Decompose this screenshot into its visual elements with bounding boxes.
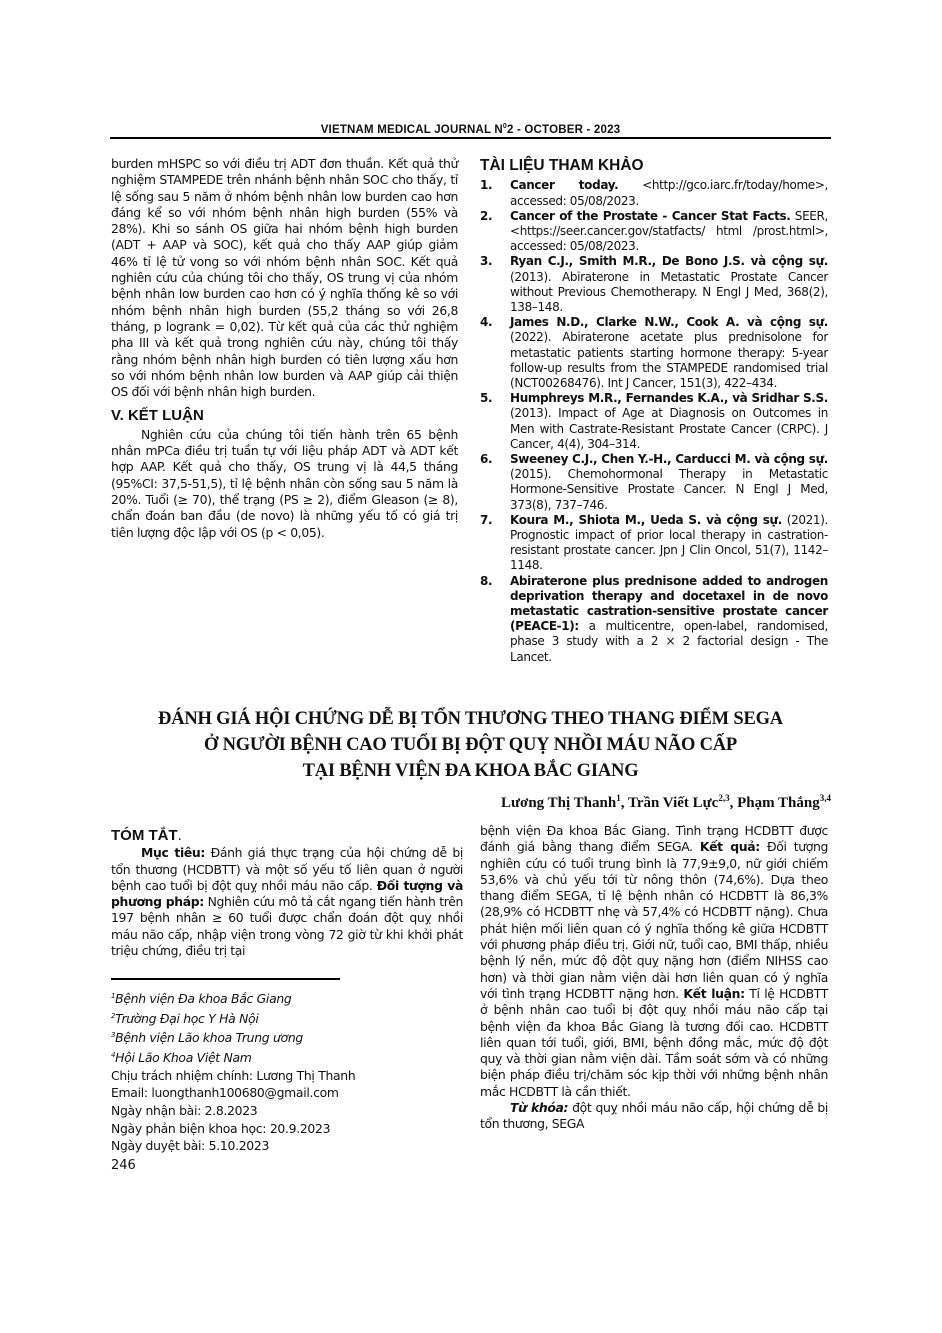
- author-affiliation-sup: 3,4: [819, 793, 831, 803]
- reference-details: (2013). Impact of Age at Diagnosis on Outcomes in Men with Castrate-Resistant Prostate Cancer (CRPC). J Cancer, 4(4), 304–314.: [510, 406, 828, 451]
- reference-details: a multicentre, open-label, randomised, phase 3 study with a 2 × 2 factorial design - The Lancet.: [510, 619, 828, 664]
- affiliation-sup: 2: [111, 1011, 116, 1020]
- methods-label: Đối tượng và phương pháp:: [111, 877, 463, 910]
- conclusion-heading: V. KẾT LUẬN: [111, 407, 204, 425]
- results-text: Đối tượng nghiên cứu có tuổi trung bình là 77,9±9,0, nữ giới chiếm 53,6% và chủ yếu tới từ nông thôn (74,6%). Dựa theo thang điểm SEGA, tỉ lệ bệnh nhân có HCDBTT là 86,3% (28,9% có HCDBTT nhẹ và 57,4% có HCDBTT nặng). Chưa phát hiện mối liên quan có ý nghĩa thống kê giữa HCDBTT với phương pháp điều trị. Giới nữ, tuổi cao, BMI thấp, nhiều bệnh lý nền, mức độ đột quỵ nặng hơn (điểm NIHSS cao hơn) và thời gian nằm viện dài hơn liên quan có ý nghĩa với tình trạng HCDBTT nặng hơn.: [480, 839, 829, 1001]
- affiliation-text: Hội Lão Khoa Việt Nam: [115, 1050, 252, 1066]
- reviewed-date: Ngày phản biện khoa học: 20.9.2023: [111, 1120, 331, 1136]
- affiliation: [111, 1047, 355, 1067]
- reference-item: [480, 209, 828, 255]
- reference-item: [480, 254, 828, 315]
- title-line: ĐÁNH GIÁ HỘI CHỨNG DỄ BỊ TỔN THƯƠNG THEO THANG ĐIỂM SEGA: [158, 709, 783, 729]
- discussion-column: [111, 156, 458, 541]
- reference-authors: Ryan C.J., Smith M.R., De Bono J.S. và cộng sự.: [510, 254, 828, 269]
- reference-authors: Koura M., Shiota M., Ueda S. và cộng sự.: [510, 512, 782, 527]
- article-title: [110, 706, 831, 784]
- reference-details: (2021). Prognostic impact of prior local therapy in castration-resistant prostate cancer. Jpn J Clin Oncol, 51(7), 1142–1148.: [510, 512, 829, 573]
- reference-number: 6.: [480, 451, 493, 466]
- approved-date: Ngày duyệt bài: 5.10.2023: [111, 1138, 270, 1154]
- reference-authors: Abiraterone plus prednisone added to androgen deprivation therapy and docetaxel in de novo metastatic castration-sensitive prostate cancer (PEACE-1):: [510, 573, 828, 634]
- page-number: 246: [111, 1158, 136, 1173]
- author-list: Lương Thị Thanh$^1$, Trần Viết Lực$^{2,3}$, Phạm Thắng$^{3,4}$: [501, 793, 831, 811]
- affiliation-sup: 3: [111, 1031, 116, 1040]
- reference-item: [480, 178, 828, 208]
- reference-item: [480, 513, 828, 574]
- journal-name: VIETNAM MEDICAL JOURNAL N: [320, 123, 503, 136]
- header-rule: [110, 137, 831, 139]
- abstract-paragraph: [111, 845, 463, 959]
- keywords-label: Từ khóa:: [510, 1100, 569, 1116]
- keywords-text: đột quỵ nhồi máu não cấp, hội chứng dễ bị tổn thương, SEGA: [480, 1100, 828, 1132]
- author-name: Trần Viết Lực: [627, 795, 719, 811]
- objective-text: Đánh giá thực trạng của hội chứng dễ bị tổn thương (HCDBTT) và một số yếu tố liên quan ở người bệnh cao tuổi bị đột quỵ nhồi máu não cấp.: [111, 845, 464, 893]
- reference-number: 8.: [480, 573, 493, 588]
- affiliation: [111, 1008, 355, 1028]
- affiliation-text: Trường Đại học Y Hà Nội: [115, 1010, 259, 1026]
- reference-item: [480, 574, 828, 665]
- title-line: TẠI BỆNH VIỆN ĐA KHOA BẮC GIANG: [302, 761, 639, 781]
- abstract-conclusion-text: Tỉ lệ HCDBTT ở bệnh nhân cao tuổi bị đột quỵ nhồi máu não cấp tại bệnh viện đa khoa Bắc Giang là tương đối cao. HCDBTT liên quan tới tuổi, giới, BMI, bệnh đồng mắc, mức độ đột quỵ và thời gian nằm viện dài. Tầm soát sớm và có những biện pháp điều trị/chăm sóc kịp thời với những bệnh nhân mắc HCDBTT là cần thiết.: [480, 985, 828, 1099]
- affiliation-sup: 1: [111, 992, 116, 1000]
- footnotes: [111, 988, 355, 1155]
- reference-number: 3.: [480, 254, 493, 269]
- affiliation-text: Bệnh viện Đa khoa Bắc Giang: [115, 991, 292, 1007]
- title-line: Ở NGƯỜI BỆNH CAO TUỔI BỊ ĐỘT QUỴ NHỒI MÁU NÃO CẤP: [203, 735, 738, 755]
- running-header: [110, 123, 831, 136]
- affiliation: [111, 1027, 355, 1047]
- abstract-paragraph: [480, 823, 828, 1100]
- reference-details: SEER, <https://seer.cancer.gov/statfacts/ html /prost.html>, accessed: 05/08/2023.: [510, 208, 828, 254]
- objective-label: Mục tiêu:: [141, 845, 206, 861]
- abstract-heading-dot: .: [177, 827, 182, 844]
- author-affiliation-sup: 1: [616, 793, 621, 803]
- methods-text: Nghiên cứu mô tả cắt ngang tiến hành trên 197 bệnh nhân ≥ 60 tuổi được chẩn đoán đột quỵ nhồi máu não cấp, nhập viện trong vòng 72 giờ từ khi khởi phát triệu chứng, điều trị tại: [111, 894, 463, 959]
- author-name: Lương Thị Thanh: [501, 795, 617, 811]
- abstract-column-left: [111, 828, 463, 959]
- reference-details: (2015). Chemohormonal Therapy in Metastatic Hormone-Sensitive Prostate Cancer. N Engl J Med, 373(8), 737–746.: [510, 467, 828, 512]
- reference-number: 1.: [480, 178, 493, 193]
- email-line[interactable]: Email: luongthanh100680@gmail.com: [111, 1085, 339, 1101]
- abstract-conclusion-label: Kết luận:: [683, 985, 745, 1001]
- affiliation: [111, 988, 355, 1008]
- issue-sup: 0: [502, 123, 507, 130]
- discussion-paragraph: burden mHSPC so với điều trị ADT đơn thuần. Kết quả thử nghiệm STAMPEDE trên nhánh bệnh nhân SOC cho thấy, tỉ lệ sống sau 5 năm ở nhóm bệnh nhân low burden cao hơn đáng kể so với nhóm bệnh nhân high burden (55% và 28%). Khi so sánh OS giữa hai nhóm bệnh high burden (ADT + AAP và SOC), kết quả cho thấy AAP giúp giảm 46% tỉ lệ tử vong so với nhóm bệnh nhân SOC. Kết quả nghiên cứu của chúng tôi cho thấy, OS trung vị của nhóm bệnh nhân low burden cao hơn có ý nghĩa thống kê so với nhóm bệnh nhân high burden (55,2 tháng so với 26,8 tháng, p logrank = 0,02). Từ kết quả của các thử nghiệm pha III và kết quả trong nghiên cứu này, chúng tôi thấy rằng nhóm bệnh nhân high burden có tiên lượng xấu hơn so với nhóm bệnh nhân low burden và AAP giúp cải thiện OS đối với bệnh nhân high burden.: [111, 156, 458, 400]
- abstract-heading-text: TÓM TẮT: [111, 827, 178, 844]
- received-date: Ngày nhận bài: 2.8.2023: [111, 1103, 258, 1119]
- reference-number: 2.: [480, 208, 493, 223]
- affiliation-sup: 4: [111, 1051, 116, 1060]
- reference-number: 7.: [480, 512, 493, 527]
- reference-authors: James N.D., Clarke N.W., Cook A. và cộng sự.: [510, 315, 828, 330]
- author-name: Phạm Thắng: [737, 795, 820, 811]
- reference-item: [480, 391, 828, 452]
- reference-number: 4.: [480, 315, 493, 330]
- footnote-rule: [111, 978, 340, 980]
- abstract-heading: [111, 828, 463, 844]
- author-affiliation-sup: 2,3: [718, 793, 730, 803]
- affiliation-text: Bệnh viện Lão khoa Trung ương: [115, 1030, 303, 1046]
- reference-authors: Cancer today.: [510, 178, 619, 193]
- abstract-column-right: [480, 823, 828, 1133]
- methods-text-cont: bệnh viện Đa khoa Bắc Giang. Tình trạng HCDBTT được đánh giá bằng thang điểm SEGA.: [480, 823, 828, 855]
- references-section: [480, 158, 828, 665]
- reference-item: [480, 452, 828, 513]
- reference-authors: Humphreys M.R., Fernandes K.A., và Sridhar S.S.: [510, 391, 828, 406]
- keywords-paragraph: [480, 1100, 828, 1133]
- results-label: Kết quả:: [699, 839, 760, 855]
- reference-number: 5.: [480, 391, 493, 406]
- journal-issue: 2 - OCTOBER - 2023: [506, 123, 621, 136]
- reference-details: <http://gco.iarc.fr/today/home>, accessed: 05/08/2023.: [510, 178, 828, 208]
- conclusion-paragraph: Nghiên cứu của chúng tôi tiến hành trên 65 bệnh nhân mPCa điều trị tuần tự với liệu pháp ADT và ADT kết hợp AAP. Kết quả cho thấy, OS trung vị là 44,5 tháng (95%CI: 37,5-51,5), tỉ lệ bệnh nhân còn sống sau 5 năm là 20%. Tuổi (≥ 70), thể trạng (PS ≥ 2), điểm Gleason (≥ 8), chẩn đoán ban đầu (de novo) là những yếu tố có giá trị tiên lượng độc lập với OS (p < 0,05).: [111, 426, 458, 540]
- responsible-author: Chịu trách nhiệm chính: Lương Thị Thanh: [111, 1067, 356, 1083]
- reference-authors: Sweeney C.J., Chen Y.-H., Carducci M. và cộng sự.: [510, 451, 828, 466]
- reference-details: (2022). Abiraterone acetate plus prednisolone for metastatic patients starting hormone therapy: 5-year follow-up results from the STAMPEDE randomised trial (NCT00268476). Int J Cancer, 151(3), 422–434.: [510, 330, 828, 390]
- reference-authors: Cancer of the Prostate - Cancer Stat Facts.: [510, 208, 791, 223]
- reference-item: [480, 315, 828, 391]
- reference-details: (2013). Abiraterone in Metastatic Prostate Cancer without Previous Chemotherapy. N Engl J Med, 368(2), 138–148.: [510, 269, 828, 314]
- references-title: TÀI LIỆU THAM KHẢO: [480, 157, 644, 174]
